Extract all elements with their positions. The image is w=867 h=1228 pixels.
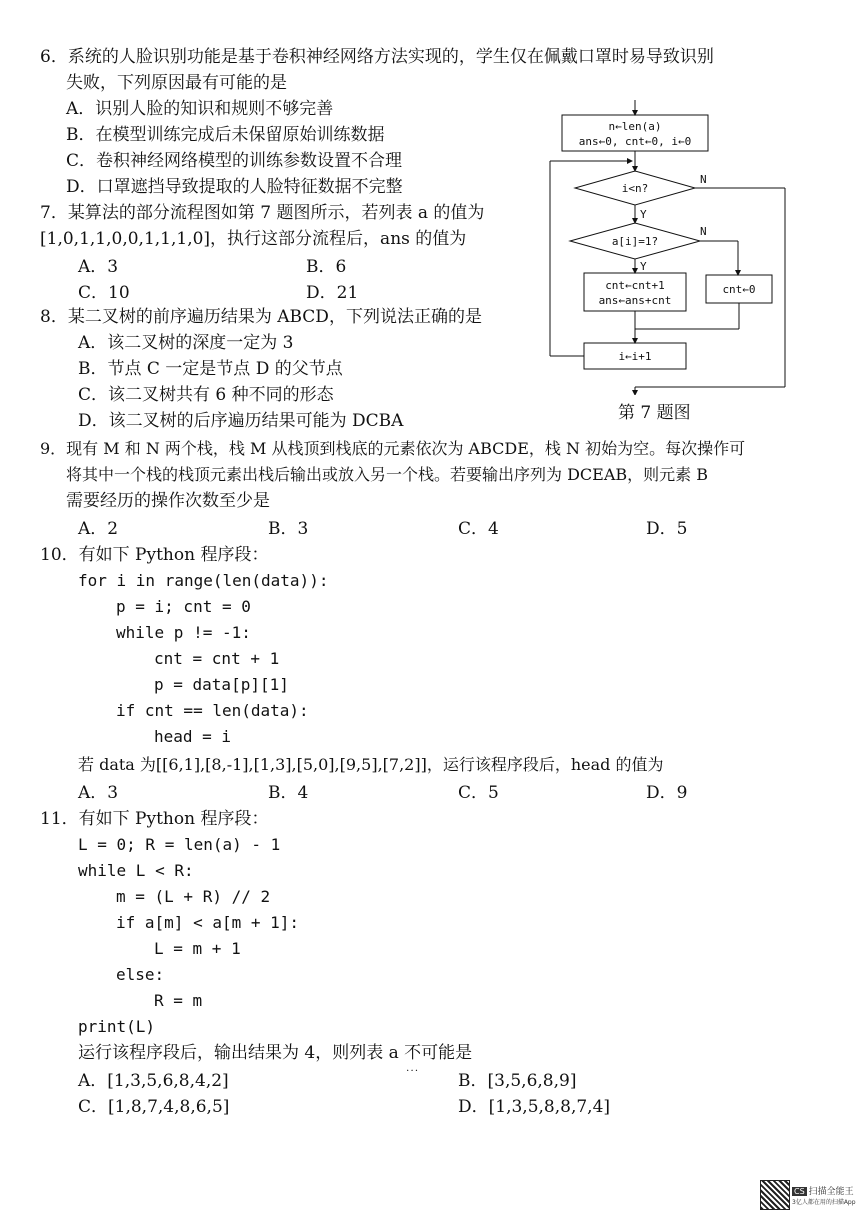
flow-cond2-yes: Y	[640, 260, 647, 273]
q6-option-d: D．口罩遮挡导致提取的人脸特征数据不完整	[66, 177, 403, 197]
q10-code-line: for i in range(len(data)):	[78, 571, 329, 590]
q10-code-line: while p != -1:	[116, 623, 251, 642]
q9-option-c: C．4	[458, 519, 499, 539]
q9-option-b: B．3	[268, 519, 309, 539]
q11-code-line: L = m + 1	[154, 939, 241, 958]
q11-question-pre: 运行该程序段后，输出结果为 4，则列表 a	[78, 1043, 405, 1063]
q9-stem-line1: 9．现有 M 和 N 两个栈，栈 M 从栈顶到栈底的元素依次为 ABCDE，栈 N 初始为空。每次操作可	[40, 439, 746, 458]
q8-stem: 8．某二叉树的前序遍历结果为 ABCD，下列说法正确的是	[40, 307, 482, 327]
q6-option-b: B．在模型训练完成后未保留原始训练数据	[66, 125, 385, 145]
q8-option-c: C．该二叉树共有 6 种不同的形态	[78, 385, 334, 405]
q8-option-b: B．节点 C 一定是节点 D 的父节点	[78, 359, 343, 379]
q11-question-emphasis: 不可能 · · ·	[404, 1043, 455, 1063]
q6-stem-line2: 失败，下列原因最有可能的是	[66, 73, 287, 93]
flow-yes-line2: ans←ans+cnt	[598, 294, 672, 307]
q7-flowchart	[540, 95, 800, 395]
q7-option-a: A．3	[78, 257, 119, 277]
q11-stem: 11．有如下 Python 程序段：	[40, 809, 269, 829]
q11-code-line: m = (L + R) // 2	[116, 887, 271, 906]
q9-option-a: A．2	[78, 519, 119, 539]
flow-init-line1: n←len(a)	[608, 120, 662, 133]
q11-question	[78, 1042, 472, 1064]
q11-code-line: L = 0; R = len(a) - 1	[78, 835, 281, 854]
scanner-watermark	[792, 1184, 856, 1207]
q10-option-b: B．4	[268, 783, 309, 803]
q6-option-a: A．识别人脸的知识和规则不够完善	[66, 99, 334, 119]
q7-figure-caption: 第 7 题图	[618, 403, 691, 423]
q7-option-d: D．21	[306, 283, 359, 303]
q7-stem-line2: [1,0,1,1,0,0,1,1,1,0]，执行这部分流程后，ans 的值为	[40, 229, 467, 249]
q8-option-d: D．该二叉树的后序遍历结果可能为 DCBA	[78, 411, 404, 431]
q11-option-b: B．[3,5,6,8,9]	[458, 1071, 577, 1091]
q10-code-line: cnt = cnt + 1	[154, 649, 280, 668]
scanner-app-name: 扫描全能王	[808, 1187, 854, 1197]
scanner-logo-icon: CS	[794, 1187, 805, 1196]
q11-code-line: if a[m] < a[m + 1]:	[116, 913, 300, 932]
q10-code-line: p = i; cnt = 0	[116, 597, 251, 616]
q10-code-line: if cnt == len(data):	[116, 701, 309, 720]
q11-option-a: A．[1,3,5,6,8,4,2]	[78, 1071, 229, 1091]
flow-cond1-no: N	[700, 173, 707, 186]
q11-code-line: while L < R:	[78, 861, 194, 880]
q11-code-line: R = m	[154, 991, 203, 1010]
q10-code-line: p = data[p][1]	[154, 675, 289, 694]
q9-option-d: D．5	[646, 519, 688, 539]
q10-stem: 10．有如下 Python 程序段：	[40, 545, 269, 565]
qr-code-icon	[760, 1180, 790, 1210]
q10-option-c: C．5	[458, 783, 499, 803]
q10-option-d: D．9	[646, 783, 688, 803]
q9-stem-line3: 需要经历的操作次数至少是	[66, 491, 270, 511]
flow-init-line2: ans←0, cnt←0, i←0	[578, 135, 692, 148]
q8-option-a: A．该二叉树的深度一定为 3	[78, 333, 294, 353]
q10-option-a: A．3	[78, 783, 119, 803]
flow-cond2-text: a[i]=1?	[611, 235, 659, 248]
flow-inc-text: i←i+1	[618, 350, 652, 363]
q7-option-b: B．6	[306, 257, 347, 277]
q9-stem-line2: 将其中一个栈的栈顶元素出栈后输出或放入另一个栈。若要输出序列为 DCEAB，则元素 B	[66, 465, 708, 484]
q6-option-c: C．卷积神经网络模型的训练参数设置不合理	[66, 151, 403, 171]
q6-stem-line1: 6．系统的人脸识别功能是基于卷积神经网络方法实现的，学生仅在佩戴口罩时易导致识别	[40, 47, 714, 67]
q11-code-line: print(L)	[78, 1017, 156, 1036]
q10-code-line: head = i	[154, 727, 232, 746]
flow-cond1-text: i<n?	[621, 182, 649, 195]
q11-question-post: 是	[455, 1043, 473, 1063]
flow-yes-line1: cnt←cnt+1	[605, 279, 665, 292]
q11-code-line: else:	[116, 965, 165, 984]
q7-stem-line1: 7．某算法的部分流程图如第 7 题图所示，若列表 a 的值为	[40, 203, 485, 223]
q11-option-d: D．[1,3,5,8,8,7,4]	[458, 1097, 611, 1117]
flow-cond1-yes: Y	[640, 208, 647, 221]
flow-cond2-no: N	[700, 225, 707, 238]
flow-no-text: cnt←0	[722, 283, 756, 296]
q10-question: 若 data 为[[6,1],[8,-1],[1,3],[5,0],[9,5],[7,2]]，运行该程序段后，head 的值为	[78, 755, 664, 774]
q11-option-c: C．[1,8,7,4,8,6,5]	[78, 1097, 230, 1117]
q7-option-c: C．10	[78, 283, 130, 303]
scanner-app-subtitle: 3亿人都在用的扫描App	[792, 1199, 856, 1206]
